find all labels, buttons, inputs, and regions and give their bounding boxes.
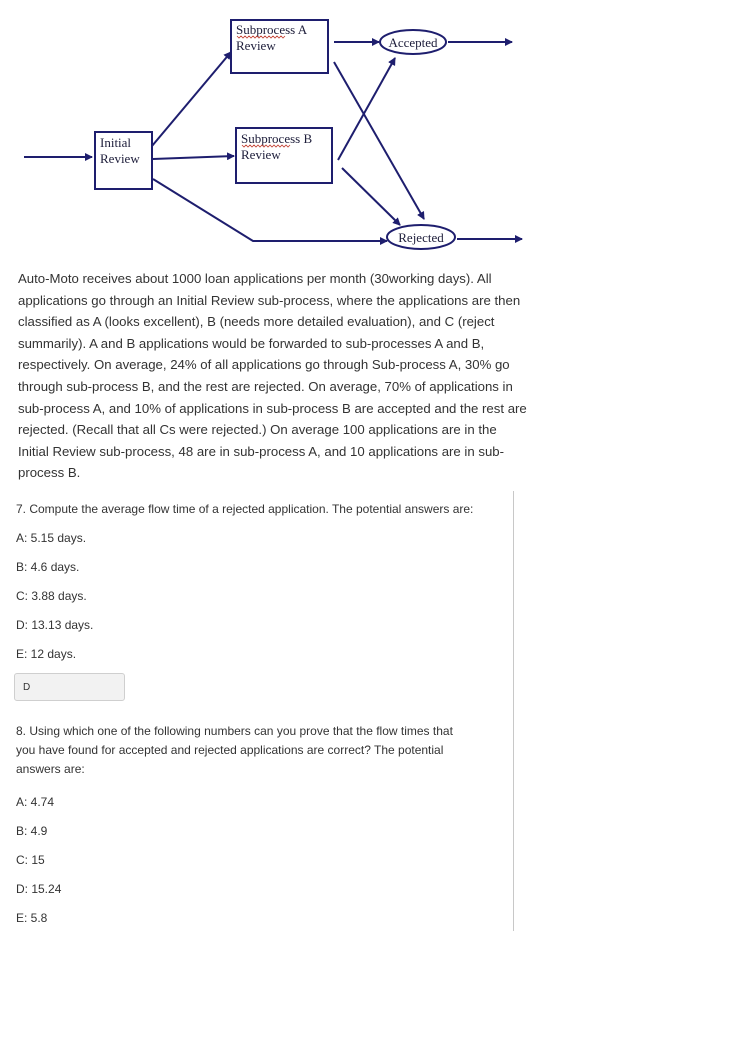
- rejected-label: Rejected: [398, 230, 444, 245]
- arrow-b-to-rejected: [342, 168, 400, 225]
- arrow-initial-to-a: [152, 52, 231, 146]
- question-8-option-a: A: 4.74: [16, 795, 55, 809]
- subprocess-a-label-line1: Subprocess A: [236, 22, 308, 37]
- arrow-b-to-accepted: [338, 58, 395, 160]
- subprocess-b-box: [236, 128, 332, 183]
- question-7-option-e: E: 12 days.: [16, 647, 77, 661]
- problem-line: process B.: [18, 465, 81, 481]
- rejected-node: [387, 225, 455, 249]
- subprocess-b-label-line1: Subprocess B: [241, 131, 313, 146]
- problem-line: classified as A (looks excellent), B (needs more detailed evaluation), and C (reject: [18, 314, 495, 330]
- question-7: [16, 501, 516, 675]
- subprocess-a-box: [231, 20, 328, 73]
- question-7-stem: 7. Compute the average flow time of a rejected application. The potential answers are:: [16, 502, 474, 516]
- question-8-option-d: D: 15.24: [16, 882, 62, 896]
- process-flow-diagram: [0, 0, 749, 262]
- problem-line: applications go through an Initial Review sub-process, where the applications are then: [18, 292, 521, 308]
- subprocess-a-label-line2: Review: [236, 38, 276, 53]
- question-8-option-c: C: 15: [16, 853, 45, 867]
- arrow-initial-to-b: [153, 156, 234, 159]
- question-8-stem-line: you have found for accepted and rejected applications are correct? The potential: [16, 743, 444, 757]
- question-7-option-c: C: 3.88 days.: [16, 589, 87, 603]
- question-8-option-e: E: 5.8: [16, 911, 48, 925]
- initial-review-box: [95, 132, 152, 189]
- question-7-option-b: B: 4.6 days.: [16, 560, 80, 574]
- problem-description: [18, 268, 566, 484]
- question-7-option-d: D: 13.13 days.: [16, 618, 94, 632]
- initial-review-label-line2: Review: [100, 151, 140, 166]
- problem-line: through sub-process B, and the rest are rejected. On average, 70% of applications in: [18, 378, 513, 394]
- problem-line: sub-process A, and 10% of applications in sub-process B are accepted and the rest are: [18, 400, 527, 416]
- problem-line: summarily). A and B applications would be forwarded to sub-processes A and B,: [18, 335, 485, 351]
- problem-line: Initial Review sub-process, 48 are in sub-process A, and 10 applications are in sub-: [18, 443, 504, 459]
- accepted-label: Accepted: [388, 35, 438, 50]
- initial-review-label-line1: Initial: [100, 135, 132, 150]
- question-8-stem: [16, 722, 496, 779]
- question-7-answer-input[interactable]: D: [14, 673, 125, 701]
- question-8-option-b: B: 4.9: [16, 824, 48, 838]
- subprocess-b-label-line2: Review: [241, 147, 281, 162]
- accepted-node: [380, 30, 446, 54]
- problem-line: rejected. (Recall that all Cs were rejected.) On average 100 applications are in the: [18, 422, 497, 438]
- question-7-option-a: A: 5.15 days.: [16, 531, 87, 545]
- question-8-stem-line: 8. Using which one of the following numbers can you prove that the flow times that: [16, 724, 453, 738]
- arrow-initial-to-rejected: [153, 179, 387, 241]
- problem-line: Auto-Moto receives about 1000 loan applications per month (30working days). All: [18, 271, 492, 286]
- problem-line: respectively. On average, 24% of all applications go through Sub-process A, 30% go: [18, 357, 510, 373]
- question-8-stem-line: answers are:: [16, 762, 85, 776]
- question-8: [16, 722, 496, 939]
